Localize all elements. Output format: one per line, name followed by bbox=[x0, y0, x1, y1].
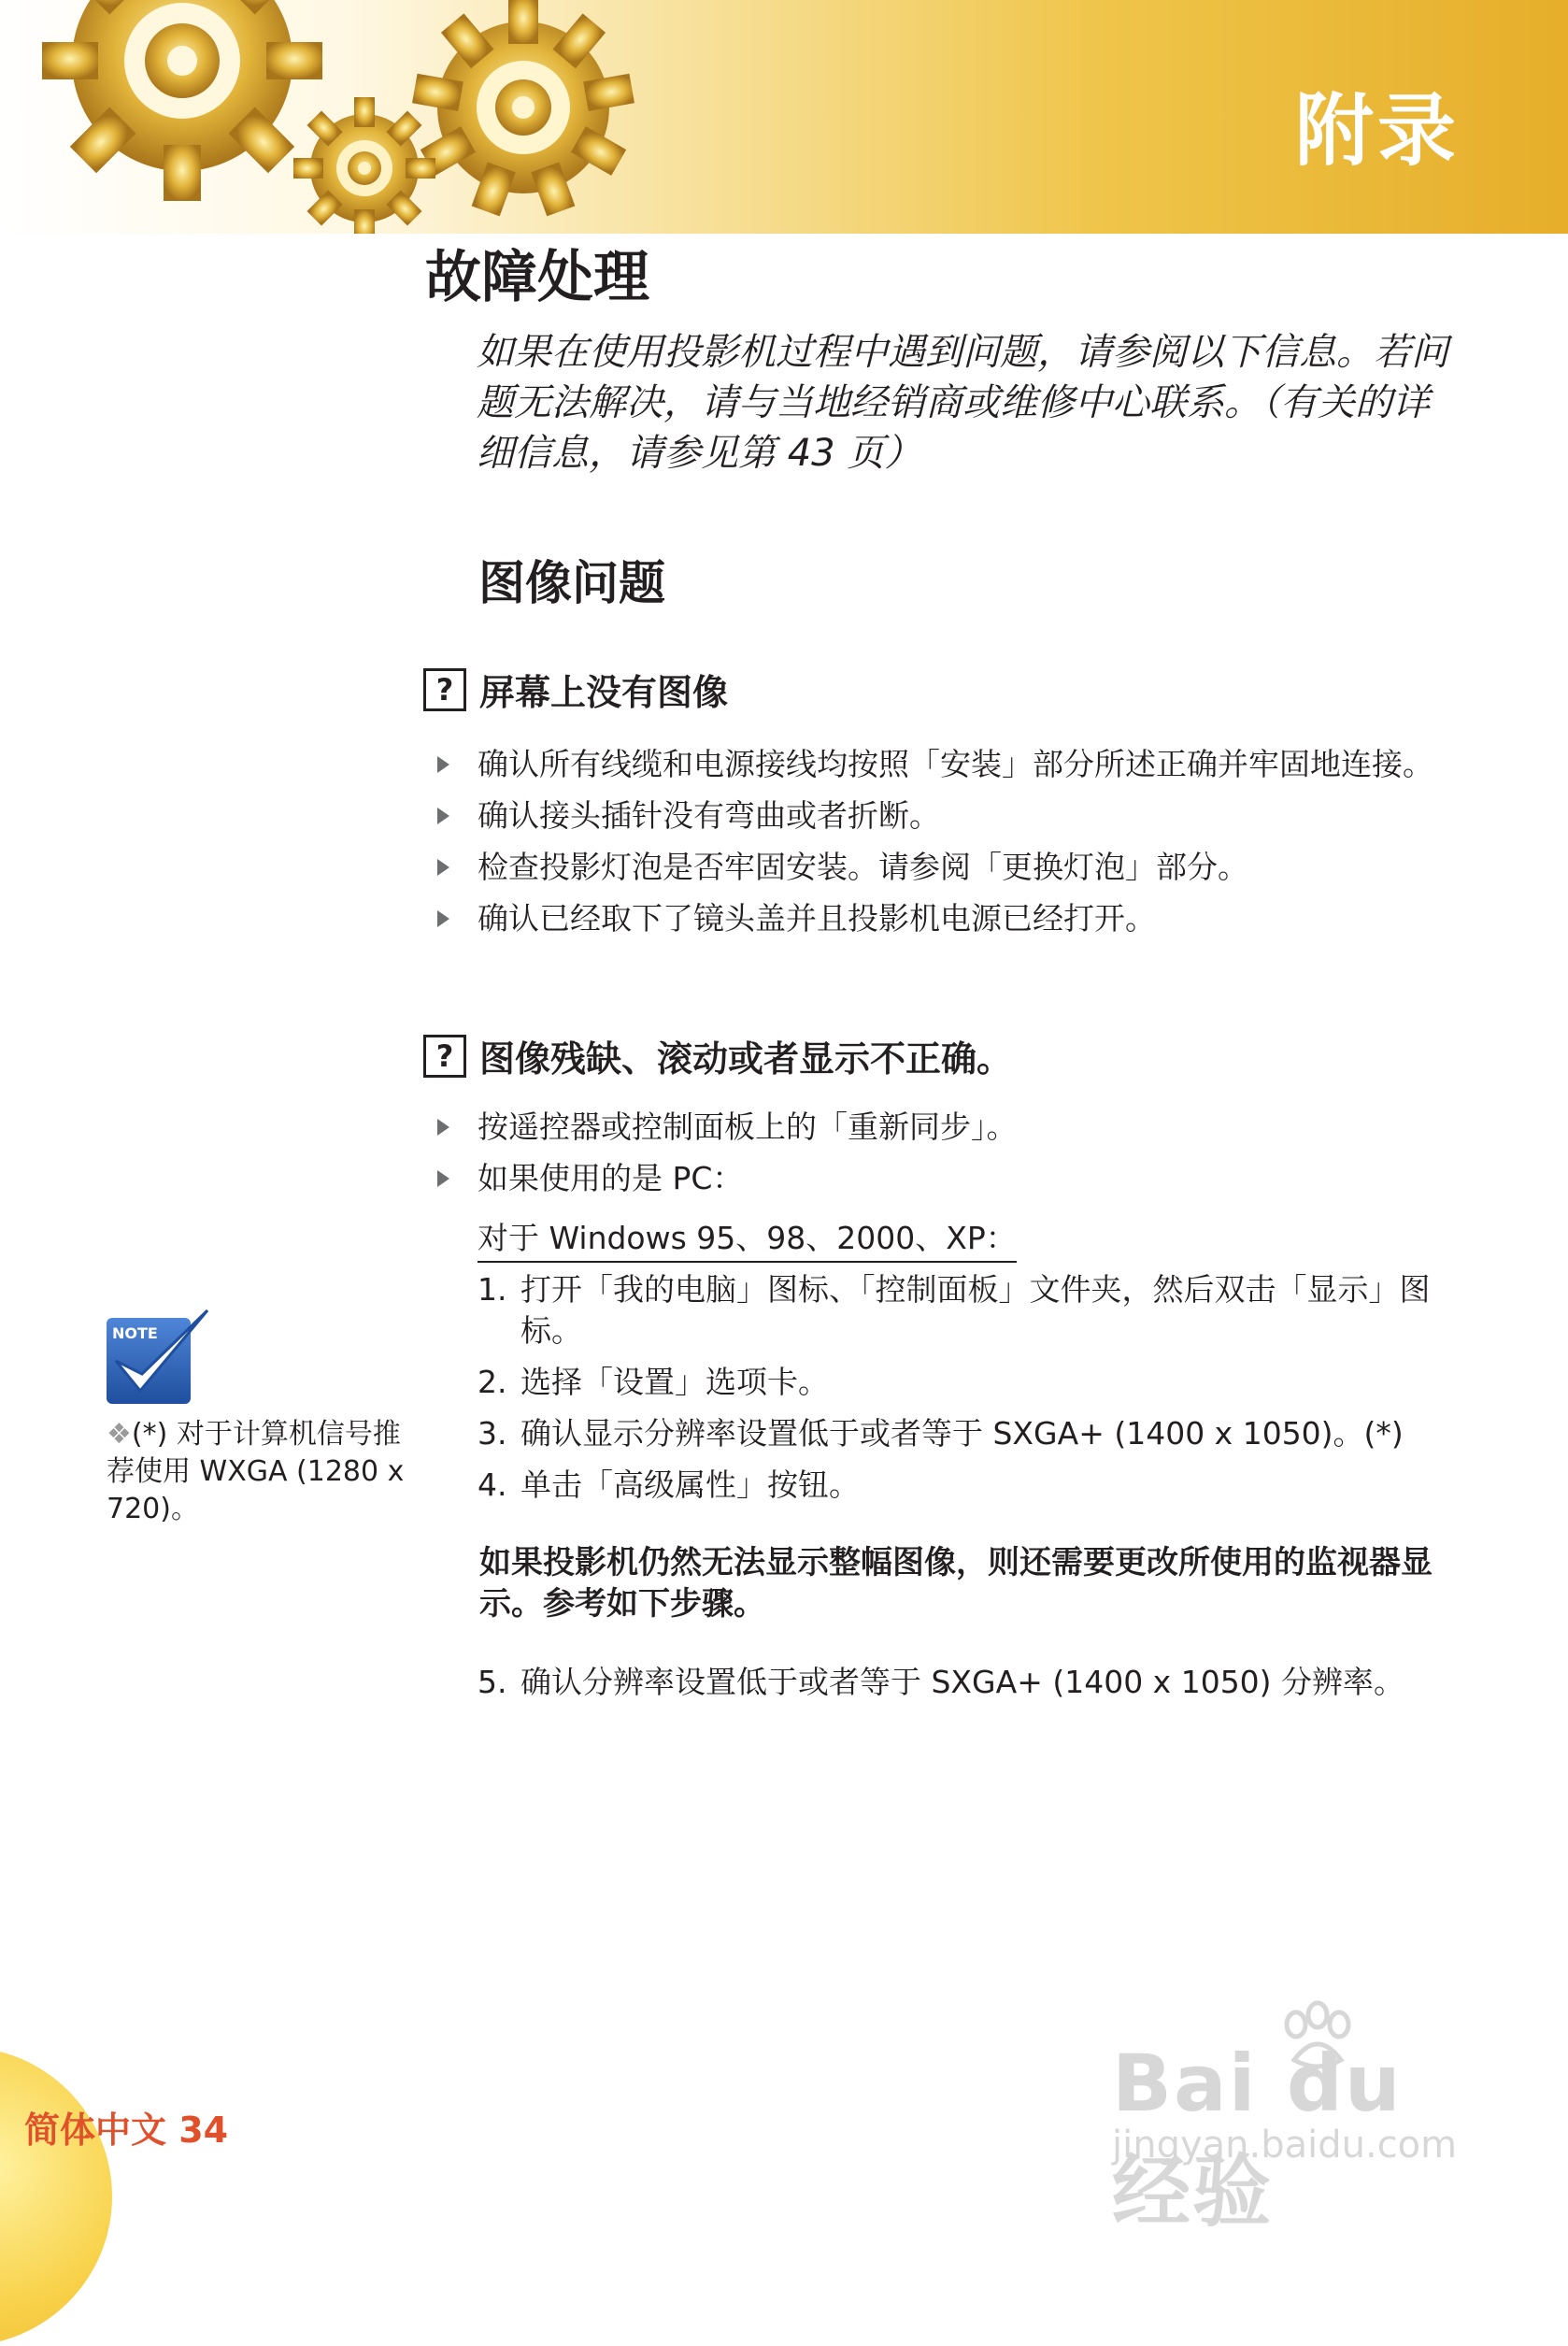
list-item: 确认接头插针没有弯曲或者折断。 bbox=[437, 795, 1465, 837]
list-item: 确认已经取下了镜头盖并且投影机电源已经打开。 bbox=[437, 898, 1465, 939]
diamond-icon: ❖ bbox=[107, 1418, 132, 1451]
triangle-bullet-icon bbox=[437, 1170, 449, 1187]
os-subheading: 对于 Windows 95、98、2000、XP： bbox=[478, 1218, 1017, 1263]
list-item: 3. 确认显示分辨率设置低于或者等于 SXGA+ (1400 x 1050)。(*) bbox=[478, 1415, 1404, 1452]
watermark-url: jingyan.baidu.com bbox=[1112, 2124, 1458, 2167]
page-footer: 简体中文 34 bbox=[24, 2110, 229, 2151]
problem-checklist bbox=[437, 1107, 1465, 1209]
footer-decoration bbox=[0, 2047, 112, 2346]
problem-title: 图像残缺、滚动或者显示不正确。 bbox=[479, 1038, 1013, 1080]
list-item: 如果使用的是 PC： bbox=[437, 1158, 1465, 1199]
step-list bbox=[478, 1269, 1468, 1516]
triangle-bullet-icon bbox=[437, 1119, 449, 1136]
section-title: 图像问题 bbox=[478, 556, 665, 610]
list-item: 5. 确认分辨率设置低于或者等于 SXGA+ (1400 x 1050) 分辨率。 bbox=[478, 1664, 1405, 1700]
triangle-bullet-icon bbox=[437, 756, 449, 773]
triangle-bullet-icon bbox=[437, 859, 449, 876]
note-checkmark-icon bbox=[105, 1307, 212, 1409]
gears-icon bbox=[0, 0, 654, 234]
list-item: 4. 单击「高级属性」按钮。 bbox=[478, 1466, 860, 1503]
question-icon: ? bbox=[423, 668, 466, 711]
list-item: 1. 打开「我的电脑」图标、「控制面板」文件夹，然后双击「显示」图标。 bbox=[478, 1271, 1431, 1349]
step-list bbox=[478, 1662, 1468, 1713]
section-tag: 附录 bbox=[1294, 85, 1460, 177]
problem-checklist bbox=[437, 744, 1465, 950]
triangle-bullet-icon bbox=[437, 910, 449, 927]
monitor-note: 如果投影机仍然无法显示整幅图像，则还需要更改所使用的监视器显示。参考如下步骤。 bbox=[479, 1544, 1433, 1623]
baidu-watermark bbox=[1112, 2000, 1486, 2238]
note-icon-label: NOTE bbox=[112, 1324, 158, 1342]
intro-paragraph: 如果在使用投影机过程中遇到问题，请参阅以下信息。若问题无法解决，请与当地经销商或维修中心联系。（有关的详细信息，请参见第 43 页） bbox=[477, 331, 1448, 475]
list-item: 2. 选择「设置」选项卡。 bbox=[478, 1364, 829, 1400]
header-banner bbox=[0, 0, 1568, 234]
problem-heading bbox=[423, 664, 728, 715]
watermark-logo: Bai du 经验 bbox=[1112, 2038, 1403, 2238]
list-item: 检查投影灯泡是否牢固安装。请参阅「更换灯泡」部分。 bbox=[437, 847, 1465, 888]
problem-heading bbox=[423, 1030, 1012, 1081]
side-note: ❖(*) 对于计算机信号推荐使用 WXGA (1280 x 720)。 bbox=[107, 1418, 405, 1525]
problem-title: 屏幕上没有图像 bbox=[479, 672, 729, 713]
triangle-bullet-icon bbox=[437, 808, 449, 824]
list-item: 确认所有线缆和电源接线均按照「安装」部分所述正确并牢固地连接。 bbox=[437, 744, 1465, 785]
page-title: 故障处理 bbox=[425, 245, 649, 310]
list-item: 按遥控器或控制面板上的「重新同步」。 bbox=[437, 1107, 1465, 1148]
question-icon: ? bbox=[423, 1035, 466, 1078]
